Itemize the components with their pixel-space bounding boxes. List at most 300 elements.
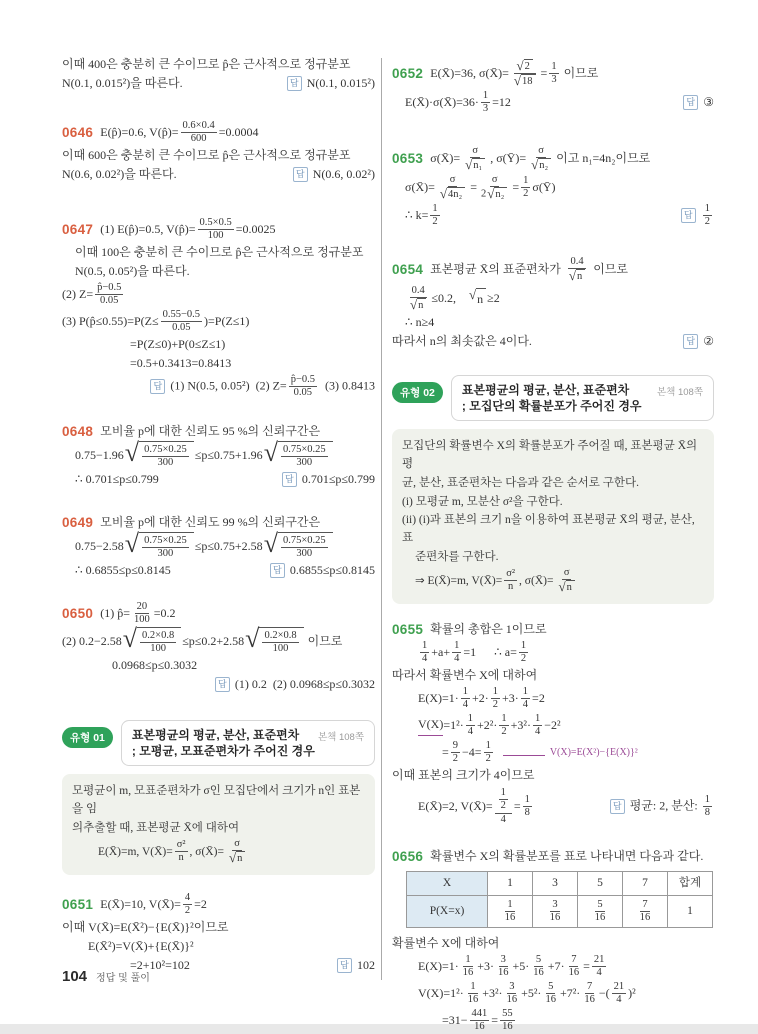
solution-line <box>72 818 365 837</box>
text: 1 <box>507 899 513 910</box>
sqrt <box>487 187 507 201</box>
solution-block <box>392 58 714 116</box>
sqrt <box>245 624 303 656</box>
text: 0.4 <box>411 285 425 296</box>
solution-block <box>392 255 714 351</box>
solution-line <box>392 785 714 827</box>
answer-value: 0.6855≤p≤0.8145 <box>289 563 375 577</box>
fraction <box>452 640 461 665</box>
solution-line <box>62 243 375 262</box>
fraction <box>140 630 176 655</box>
math-expression: 이때 V(X̄)=E(X̄²)−{E(X̄)}²이므로 <box>62 920 229 934</box>
fraction <box>504 568 517 593</box>
text: 16 <box>498 967 509 978</box>
math-expression: E(X̄)=m, V(X̄)= σ² n , σ(X̄)= σ √ n <box>98 837 250 866</box>
text: 16 <box>502 1021 513 1032</box>
text: 0.55−0.5 <box>162 309 201 320</box>
text: 5 <box>597 899 603 910</box>
text <box>462 158 488 172</box>
text: 16 <box>533 967 544 978</box>
text: 0.2×0.8 <box>142 630 175 641</box>
left-column <box>62 55 375 975</box>
answer-value: N(0.1, 0.015²) <box>306 76 375 90</box>
math-expression: 균, 분산, 표준편차는 다음과 같은 순서로 구한다. <box>402 476 639 489</box>
text: 1 <box>462 686 469 697</box>
page-number: 104 <box>62 968 88 985</box>
fraction <box>703 203 712 228</box>
problem-number: 0650 <box>62 606 94 621</box>
fraction <box>543 981 558 1006</box>
table-cell: 5 <box>578 872 623 896</box>
text <box>226 851 248 865</box>
text: 16 <box>467 994 479 1005</box>
table-header-cell: X <box>407 872 488 896</box>
solution-line <box>62 55 375 74</box>
radical-icon: √ <box>124 438 140 467</box>
solution-line <box>62 529 375 561</box>
solution-line <box>392 685 714 712</box>
radical-icon: √ <box>513 73 522 88</box>
solution-line <box>402 511 704 547</box>
fraction <box>466 713 475 738</box>
text <box>514 59 536 74</box>
solution-block <box>392 144 714 229</box>
text: 2 <box>492 699 499 710</box>
solution-line <box>392 953 714 980</box>
math-expression: 모집단의 확률변수 X의 확률분포가 주어질 때, 표본평균 X̄의 평 <box>402 440 700 470</box>
text: 4 <box>467 726 473 737</box>
math-expression: 따라서 확률변수 X에 대하여 <box>392 668 538 682</box>
solution-line <box>392 332 714 351</box>
table-cell: 1 <box>668 896 713 928</box>
answer-value: 0.701≤p≤0.799 <box>301 472 375 486</box>
fraction <box>521 175 530 200</box>
text <box>511 74 539 88</box>
solution-line <box>392 766 714 785</box>
solution-line <box>62 600 375 627</box>
text: 2 <box>500 800 506 811</box>
text: 16 <box>584 994 595 1005</box>
answer <box>215 675 375 694</box>
solution-line <box>392 58 714 89</box>
text: 300 <box>157 548 174 559</box>
math-expression: E(X̄²)=V(X̄)+{E(X̄)}² <box>88 939 194 953</box>
text: 600 <box>190 133 207 144</box>
math-expression: σ(X̄)= σ √ 4n₂ = σ 2 √ n₂ = 1 2 σ(Ȳ) <box>405 174 556 201</box>
text: 2 <box>520 653 527 664</box>
category-box <box>392 375 714 604</box>
text: 4 <box>462 699 469 710</box>
text: 2 <box>524 59 533 73</box>
math-expression: 이때 100은 충분히 큰 수이므로 p̂은 근사적으로 정규분포 <box>75 245 364 259</box>
radical-icon: √ <box>263 438 278 467</box>
solution-line <box>62 422 375 441</box>
text: 16 <box>594 912 606 923</box>
text: 3 <box>482 103 489 114</box>
solution-line <box>392 313 714 332</box>
text: 21 <box>613 981 625 992</box>
text: σ <box>563 567 570 578</box>
text: n <box>508 581 514 592</box>
answer <box>337 956 375 975</box>
math-expression: 모평균이 m, 모표준편차가 σ인 모집단에서 크기가 n인 표본을 임 <box>72 785 361 815</box>
text: 1 <box>470 981 476 992</box>
text: 16 <box>462 967 474 978</box>
fraction <box>281 444 328 469</box>
solution-line <box>62 335 375 354</box>
solution-line <box>62 675 375 694</box>
text: 20 <box>136 601 148 612</box>
category-title-line1: 표본평균의 평균, 분산, 표준편차 <box>461 383 630 397</box>
text: 2 <box>184 905 191 916</box>
solution-line <box>392 980 714 1007</box>
text: 1 <box>422 640 428 651</box>
math-expression: 0648 모비율 p에 대한 신뢰도 95 %의 신뢰구간은 <box>62 424 321 439</box>
math-expression: 0.75−2.58 √ 0.75×0.25 300 ≤p≤0.75+2.58 √ 0.75×0.25 300 <box>75 532 334 561</box>
text: 9 <box>452 740 459 751</box>
answer-value: 102 <box>357 958 375 972</box>
text: 55 <box>502 1008 513 1019</box>
fraction <box>533 713 542 738</box>
sqrt <box>122 624 181 656</box>
solution-line <box>392 934 714 953</box>
answer <box>681 202 714 229</box>
text: 16 <box>568 967 580 978</box>
answer-badge-icon: 답 <box>681 208 696 223</box>
math-expression: 따라서 n의 최솟값은 4이다. <box>392 334 532 348</box>
solution-block <box>62 513 375 580</box>
solution-line <box>62 119 375 146</box>
text: 4 <box>422 653 428 664</box>
probability-table <box>406 871 713 928</box>
text: 300 <box>296 457 313 468</box>
math-expression: N(0.1, 0.015²)을 따른다. <box>62 76 183 90</box>
text: 1 <box>467 713 473 724</box>
fraction <box>511 59 539 88</box>
text: 5 <box>548 981 554 992</box>
text: 4 <box>184 892 191 903</box>
text: σ <box>491 174 498 185</box>
text: 1 <box>465 954 471 965</box>
text: 0.75×0.25 <box>144 535 187 546</box>
fraction <box>142 535 189 560</box>
math-expression: 0653 σ(X̄)= σ √ n₁ , σ(Ȳ)= σ √ n₂ 이고 n₁=4n₂이므로 <box>392 145 651 172</box>
answer <box>270 561 375 580</box>
text: n <box>178 852 184 863</box>
text: 100 <box>272 643 289 654</box>
problem-number: 0653 <box>392 151 424 166</box>
book-page-ref: 본책 108쪽 <box>317 732 364 743</box>
fraction <box>407 285 429 312</box>
solution-line <box>72 782 365 818</box>
radical-icon: √ <box>468 287 477 302</box>
text <box>555 580 577 594</box>
table-row <box>407 872 713 896</box>
text: 1 <box>551 61 557 72</box>
answer-badge-icon: 답 <box>337 958 352 973</box>
text: 0.05 <box>100 295 119 306</box>
solution-line <box>392 620 714 639</box>
fraction <box>175 839 188 864</box>
math-expression: 0655 확률의 총합은 1이므로 <box>392 622 547 637</box>
solution-line <box>392 866 714 934</box>
table-row <box>407 896 713 928</box>
text: 300 <box>157 457 174 468</box>
math-expression: 0.4 √ n ≤0.2, √ n ≥2 <box>405 284 500 313</box>
text: 1 <box>523 175 529 186</box>
sqrt <box>514 74 536 88</box>
annotation-connector <box>503 755 545 756</box>
fraction <box>95 282 123 307</box>
sqrt <box>124 529 194 561</box>
text: 3 <box>552 899 558 910</box>
solution-line <box>62 165 375 184</box>
text: p̂−0.5 <box>290 374 315 385</box>
category-summary <box>62 774 375 875</box>
math-expression: ∴ n≥4 <box>405 315 435 329</box>
solution-block <box>62 216 375 400</box>
fraction <box>555 567 577 594</box>
math-expression: 0652 E(X̄)=36, σ(X̄)= √ 2 √ 18 = 1 3 이므로 <box>392 58 599 88</box>
math-expression: =31− 441 16 = 55 16 <box>442 1008 513 1032</box>
solution-block <box>62 55 375 93</box>
text: 3 <box>509 981 515 992</box>
fraction <box>470 1008 490 1033</box>
math-expression: N(0.6, 0.02²)을 따른다. <box>62 167 177 181</box>
text: 18 <box>521 74 536 88</box>
radical-icon: √ <box>531 157 539 172</box>
solution-line <box>62 216 375 243</box>
math-expression: E(X̄)=2, V(X̄)= $\frac{1}{2}$ 4 = 1 8 <box>418 787 530 825</box>
answer-badge-icon: 답 <box>293 167 308 182</box>
text: 4 <box>454 653 460 664</box>
table-cell <box>578 896 623 928</box>
radical-icon: √ <box>263 529 278 558</box>
sqrt <box>517 59 533 73</box>
text: 16 <box>506 994 518 1005</box>
solution-line <box>62 262 375 281</box>
fraction <box>592 954 607 979</box>
answer-badge-icon: 답 <box>270 563 285 578</box>
solution-line <box>402 566 704 595</box>
answer <box>150 373 375 400</box>
solution-line <box>62 281 375 308</box>
sqrt <box>465 158 485 172</box>
text: 4 <box>596 967 602 978</box>
text: 3 <box>500 954 506 965</box>
text: 2 <box>432 216 438 227</box>
math-expression: (i) 모평균 m, 모분산 σ²을 구한다. <box>402 495 563 508</box>
text <box>278 441 333 470</box>
math-expression: N(0.5, 0.05²)을 따른다. <box>75 264 190 278</box>
sqrt <box>410 298 426 312</box>
answer <box>683 93 714 112</box>
math-expression: 0650 (1) p̂= 20 100 =0.2 <box>62 601 176 625</box>
math-expression: ⇒ E(X̄)=m, V(X̄)= σ² n , σ(X̄)= σ √ n <box>415 566 580 595</box>
solution-line <box>392 173 714 202</box>
text: σ <box>538 145 544 156</box>
fraction <box>262 630 298 655</box>
text: σ <box>449 174 456 185</box>
radical-icon: √ <box>228 850 237 865</box>
text <box>407 298 429 312</box>
answer-value: ② <box>703 334 714 348</box>
category-title-box <box>451 375 714 421</box>
text: 7 <box>586 981 593 992</box>
math-expression: E(X)=1· 1 16 +3· 3 16 +5· 5 16 +7· 7 16 = 21 4 <box>418 954 605 978</box>
answer <box>287 74 375 93</box>
text: 1 <box>520 640 527 651</box>
category-badge: 유형 01 <box>62 727 113 748</box>
text: 2 <box>704 216 710 227</box>
solution-line <box>402 473 704 492</box>
problem-number: 0651 <box>62 897 94 912</box>
radical-icon: √ <box>568 268 576 283</box>
sqrt <box>440 187 465 201</box>
table-cell: 1 <box>488 872 533 896</box>
text: 16 <box>504 912 516 923</box>
math-expression: 1 4 +a+ 1 4 =1 ∴ a= 1 2 <box>422 640 527 664</box>
solution-line <box>62 354 375 373</box>
category-title-box <box>121 720 375 766</box>
fraction <box>505 981 520 1006</box>
text: 0.6×0.4 <box>182 120 215 131</box>
problem-number: 0656 <box>392 849 424 864</box>
math-expression: 준편차를 구한다. <box>415 550 499 563</box>
fraction <box>519 640 528 665</box>
text: 21 <box>593 954 605 965</box>
column-divider <box>381 58 382 980</box>
math-expression: 이때 600은 충분히 큰 수이므로 p̂은 근사적으로 정규분포 <box>62 148 351 162</box>
solution-line <box>62 146 375 165</box>
answer-badge-icon: 답 <box>215 677 230 692</box>
fraction <box>430 203 439 228</box>
solution-line <box>62 438 375 470</box>
solution-line <box>392 144 714 173</box>
radical-icon: √ <box>124 529 140 558</box>
answer-badge-icon: 답 <box>683 334 698 349</box>
sqrt <box>229 851 245 865</box>
text: 1 <box>534 713 541 724</box>
math-expression: V(X)=1²· 1 16 +3²· 3 16 +5²· 5 16 +7²· 7 16 −( 21 4 )² <box>418 981 636 1005</box>
radical-icon: √ <box>410 297 418 312</box>
sqrt <box>569 269 585 283</box>
fraction <box>461 954 476 979</box>
math-expression: 0.0968≤p≤0.3032 <box>112 658 198 672</box>
math-expression: ∴ 0.701≤p≤0.799 <box>75 472 159 486</box>
fraction <box>499 787 508 812</box>
solution-line <box>392 739 714 766</box>
text: 16 <box>549 912 561 923</box>
solution-line <box>62 74 375 93</box>
text: 1 <box>485 740 491 751</box>
text: n <box>476 288 486 309</box>
math-expression: 0647 (1) E(p̂)=0.5, V(p̂)= 0.5×0.5 100 =0.0025 <box>62 217 276 241</box>
problem-number: 0646 <box>62 125 94 140</box>
text: n <box>236 851 245 865</box>
text: σ <box>472 145 478 156</box>
fraction <box>226 838 248 865</box>
answer-value: (1) 0.2 (2) 0.0968≤p≤0.3032 <box>234 677 375 691</box>
text: n <box>576 269 585 283</box>
text <box>566 269 588 283</box>
solution-line <box>392 255 714 284</box>
text: σ <box>234 838 240 849</box>
text: n <box>417 298 426 312</box>
radical-icon: √ <box>516 58 524 73</box>
radical-icon: √ <box>122 624 138 653</box>
math-expression: 이때 400은 충분히 큰 수이므로 p̂은 근사적으로 정규분포 <box>62 57 351 71</box>
category-summary <box>392 429 714 604</box>
sqrt <box>469 288 486 309</box>
category-header <box>62 720 375 766</box>
math-expression: (ii) (i)과 표본의 크기 n을 이용하여 표본평균 X̄의 평균, 분산, 표 <box>402 514 698 544</box>
answer-value: N(0.6, 0.02²) <box>312 167 375 181</box>
fraction <box>437 174 468 201</box>
text: 1 <box>704 203 710 214</box>
book-page-ref: 본책 108쪽 <box>656 387 703 398</box>
text <box>139 441 194 470</box>
text: 0.5×0.5 <box>199 217 232 228</box>
solution-line <box>392 639 714 666</box>
fraction <box>566 256 588 283</box>
fraction <box>281 535 328 560</box>
answer-badge-icon: 답 <box>282 472 297 487</box>
text: 0.75×0.25 <box>144 444 187 455</box>
solution-line <box>62 624 375 656</box>
text: 300 <box>296 548 313 559</box>
text: 0.75×0.25 <box>282 444 326 455</box>
solution-line <box>402 492 704 511</box>
text: 0.4 <box>570 256 584 267</box>
solution-line <box>72 837 365 866</box>
solution-line <box>392 847 714 866</box>
text: 3 <box>551 74 557 85</box>
solution-block <box>392 847 714 1034</box>
text: 0.05 <box>293 387 313 398</box>
category-title-line1: 표본평균의 평균, 분산, 표준편차 <box>131 728 300 742</box>
text: 0.75×0.25 <box>282 535 326 546</box>
fraction <box>638 899 653 924</box>
text: n <box>566 580 575 594</box>
radical-icon: √ <box>439 186 448 201</box>
text <box>137 627 181 656</box>
sqrt <box>558 580 574 594</box>
fraction <box>183 892 192 917</box>
text: 1 <box>482 90 489 101</box>
fraction <box>481 90 490 115</box>
fraction <box>484 740 493 765</box>
fraction <box>528 145 554 172</box>
fraction <box>462 145 488 172</box>
text: 1 <box>522 686 529 697</box>
solution-line <box>62 891 375 918</box>
fraction <box>451 740 460 765</box>
solution-block <box>62 119 375 184</box>
solution-line <box>62 937 375 956</box>
math-expression: E(X̄)·σ(X̄)=36· 1 3 =12 <box>405 90 511 114</box>
table-cell: 3 <box>533 872 578 896</box>
text: 0.2×0.8 <box>264 630 297 641</box>
text: 100 <box>150 643 166 654</box>
fraction <box>523 794 532 819</box>
solution-block <box>62 422 375 489</box>
answer <box>683 332 714 351</box>
math-expression: (2) 0.2−2.58 √ 0.2×0.8 100 ≤p≤0.2+2.58 √ 0.2×0.8 100 이므로 <box>62 624 343 654</box>
solution-line <box>402 547 704 566</box>
solution-line <box>62 513 375 532</box>
text: n₁ <box>472 158 485 172</box>
